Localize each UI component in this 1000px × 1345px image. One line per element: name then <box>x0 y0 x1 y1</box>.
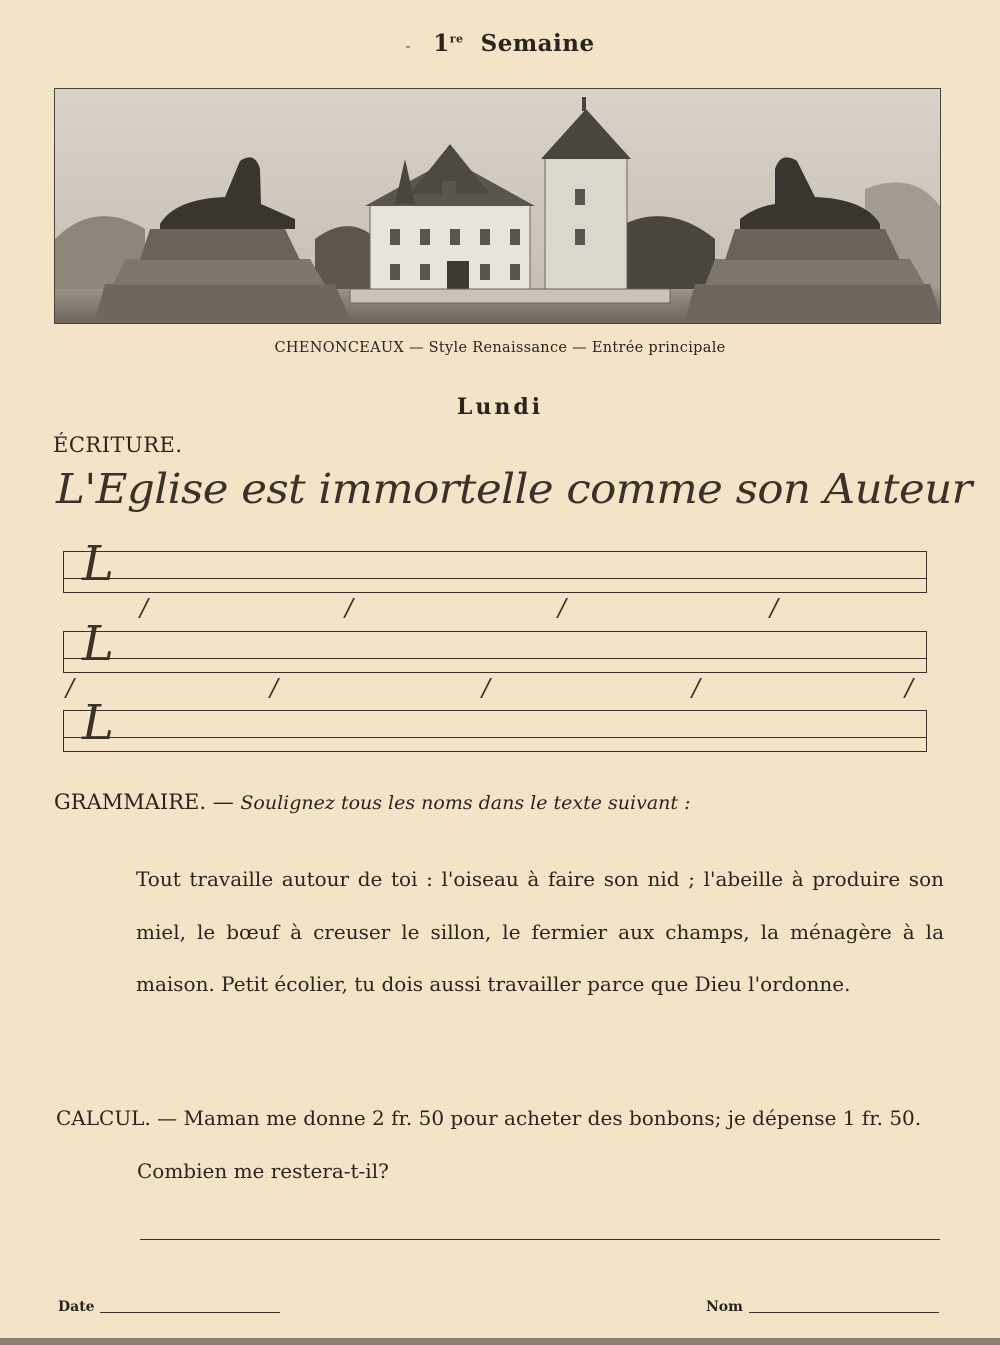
chateau-photo <box>54 88 941 324</box>
grammaire-instruction: Soulignez tous les noms dans le texte suivant : <box>240 792 691 814</box>
handwriting-model: L'Eglise est immortelle comme son Auteur <box>56 465 972 513</box>
calcul-problem <box>56 1106 921 1130</box>
slant-mark: / <box>66 674 75 702</box>
writing-guideline <box>64 658 926 659</box>
slant-mark: / <box>482 674 491 702</box>
week-title <box>0 30 1000 57</box>
week-number: 1 <box>433 30 450 57</box>
calcul-line-1: Maman me donne 2 fr. 50 pour acheter des bonbons; je dépense 1 fr. 50. <box>183 1106 922 1130</box>
grammaire-heading <box>54 790 690 814</box>
writing-line-3[interactable] <box>63 695 927 752</box>
slant-mark: / <box>692 674 701 702</box>
start-letter: L <box>82 536 114 592</box>
calcul-question: Combien me restera-t-il? <box>137 1159 389 1183</box>
grammaire-title: GRAMMAIRE. — <box>54 790 234 814</box>
slant-mark: / <box>140 594 149 622</box>
page-edge <box>0 1338 1000 1345</box>
photo-caption: CHENONCEAUX — Style Renaissance — Entrée principale <box>274 340 726 356</box>
day-title: Lundi <box>456 394 544 420</box>
name-field[interactable] <box>749 1312 939 1313</box>
calcul-title: CALCUL. — <box>56 1106 178 1130</box>
writing-guideline <box>64 578 926 579</box>
ecriture-heading: ÉCRITURE. <box>53 433 183 457</box>
grammaire-text: Tout travaille autour de toi : l'oiseau à faire son nid ; l'abeille à produire son miel, le bœuf à creuser le sillon, le fermier aux champs, la ménagère à la maison. Petit écolier, tu dois aussi travailler parce que Dieu l'ordonne. <box>136 867 944 996</box>
slant-mark: / <box>905 674 914 702</box>
answer-line[interactable] <box>140 1239 940 1240</box>
start-letter: L <box>82 616 114 672</box>
writing-line-1[interactable] <box>63 536 927 593</box>
week-ordinal: re <box>449 32 464 46</box>
name-label: Nom <box>706 1299 743 1315</box>
slant-mark: / <box>270 674 279 702</box>
start-letter: L <box>82 695 114 751</box>
date-field[interactable] <box>100 1312 280 1313</box>
header-dash: - <box>405 36 412 55</box>
week-word: Semaine <box>480 30 595 57</box>
date-label: Date <box>58 1299 95 1315</box>
slant-mark: / <box>345 594 354 622</box>
slant-mark: / <box>558 594 567 622</box>
slant-mark: / <box>770 594 779 622</box>
writing-guideline <box>64 737 926 738</box>
writing-line-2[interactable] <box>63 616 927 673</box>
